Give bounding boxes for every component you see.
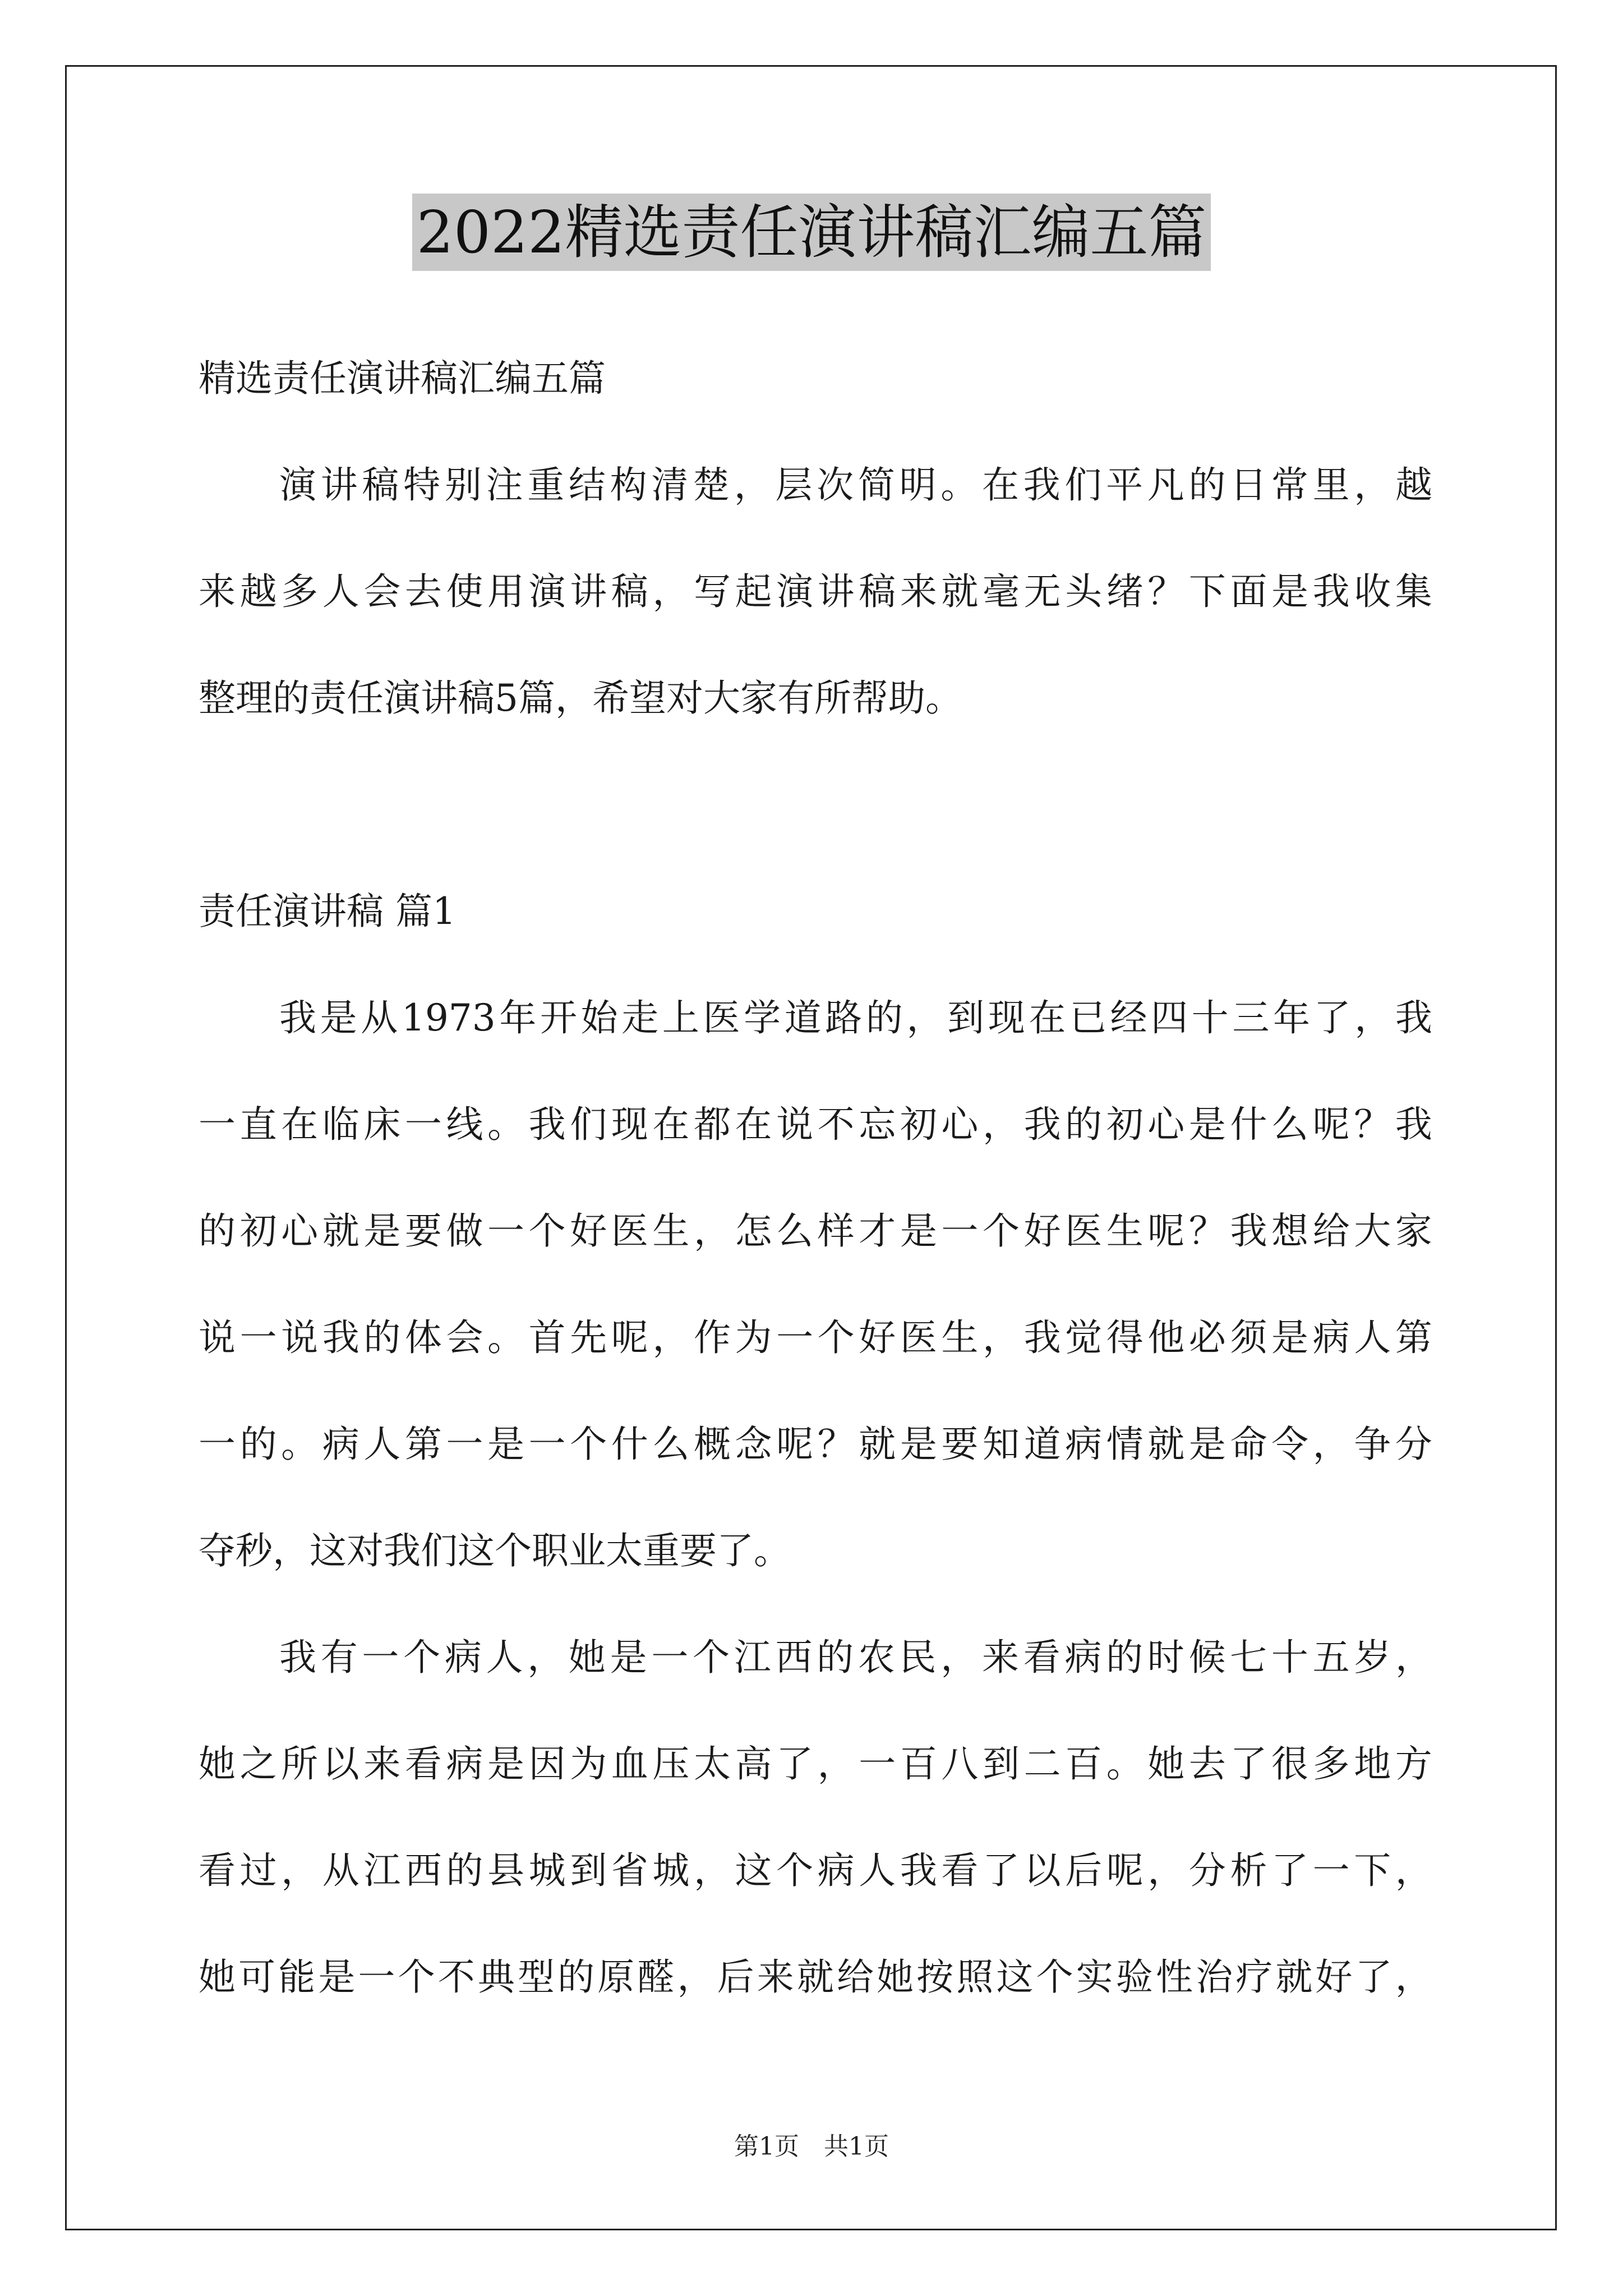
paragraph-line: 夺秒，这对我们这个职业太重要了。	[199, 1529, 791, 1572]
paragraph-line: 一 的 。 病 人 第 一 是 一 个 什 么 概 念 呢 ？ 就 是 要 知 道 病 情 就 是 命 令 ， 争 分	[199, 1423, 1432, 1466]
paragraph-line: 说 一 说 我 的 体 会 。 首 先 呢 ， 作 为 一 个 好 医 生 ， 我 觉 得 他 必 须 是 病 人 第	[199, 1316, 1432, 1359]
title-container	[0, 194, 1623, 271]
intro-line: 来 越 多 人 会 去 使 用 演 讲 稿 ， 写 起 演 讲 稿 来 就 毫 无 头 绪 ？ 下 面 是 我 收 集	[199, 570, 1432, 613]
subtitle: 精选责任演讲稿汇编五篇	[199, 357, 606, 400]
intro-line: 整理的责任演讲稿5篇，希望对大家有所帮助。	[199, 677, 962, 720]
paragraph-line: 看 过 ， 从 江 西 的 县 城 到 省 城 ， 这 个 病 人 我 看 了 以 后 呢 ， 分 析 了 一 下 ，	[199, 1849, 1432, 1892]
paragraph-line: 我 有 一 个 病 人 ， 她 是 一 个 江 西 的 农 民 ， 来 看 病 的 时 候 七 十 五 岁 ，	[279, 1636, 1432, 1679]
document-body	[199, 325, 1432, 2031]
paragraph-line: 一 直 在 临 床 一 线 。 我 们 现 在 都 在 说 不 忘 初 心 ， 我 的 初 心 是 什 么 呢 ？ 我	[199, 1103, 1432, 1146]
page-footer: 第1页 共1页	[734, 2132, 889, 2161]
paragraph-line: 的 初 心 就 是 要 做 一 个 好 医 生 ， 怎 么 样 才 是 一 个 好 医 生 呢 ？ 我 想 给 大 家	[199, 1209, 1432, 1253]
intro-line: 演 讲 稿 特 别 注 重 结 构 清 楚 ， 层 次 简 明 。 在 我 们 平 凡 的 日 常 里 ， 越	[279, 463, 1432, 507]
paragraph-line: 我 是 从 1973 年 开 始 走 上 医 学 道 路 的 ， 到 现 在 已 经 四 十 三 年 了 ， 我	[279, 996, 1432, 1039]
paragraph-line: 她 可 能 是 一 个 不 典 型 的 原 醛 ， 后 来 就 给 她 按 照 这 个 实 验 性 治 疗 就 好 了 ，	[199, 1955, 1432, 1999]
paragraph-line: 她 之 所 以 来 看 病 是 因 为 血 压 太 高 了 ， 一 百 八 到 二 百 。 她 去 了 很 多 地 方	[199, 1742, 1432, 1786]
document-title: 2022精选责任演讲稿汇编五篇	[412, 194, 1211, 271]
section-heading: 责任演讲稿 篇1	[199, 890, 456, 933]
spacer	[199, 752, 1432, 858]
